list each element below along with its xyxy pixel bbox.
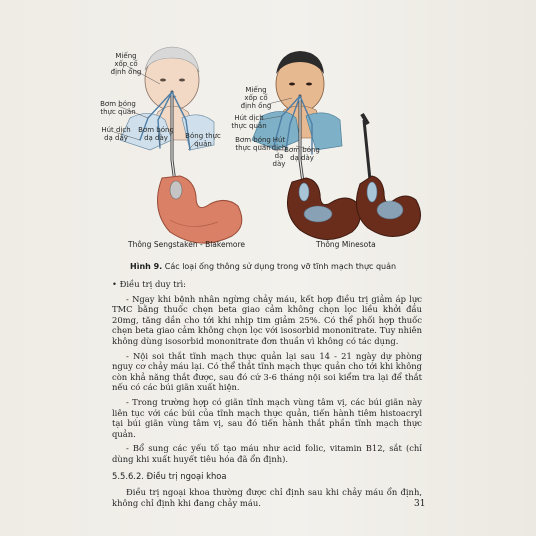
- label-mieng-xop-left: Miếng xốp cố định ống: [110, 52, 142, 76]
- label-hut-dich-da-day-right: Hút dịch dạ dày: [271, 136, 287, 168]
- paragraph-5: Điều trị ngoại khoa thường được chỉ định sau khi chảy máu ổn định, không chỉ định khi đang chảy máu.: [112, 487, 422, 508]
- paragraph-1: - Ngay khi bệnh nhân ngừng chảy máu, kết hợp điều trị giảm áp lực TMC bằng thuốc chẹn beta giao cảm không chọn lọc liều khởi đầu 20mg, tăng dần cho tới khi nhịp tim giảm 25%. Có thể phối hợp thuốc chẹn beta giao cảm không chọn lọc với isosorbid mononitrate. Tuy nhiên không dùng isosorbid mononitrate đơn thuần vì không có tác dụng.: [112, 293, 422, 346]
- section-heading: 5.5.6.2. Điều trị ngoại khoa: [112, 470, 227, 481]
- body-text: [112, 279, 422, 512]
- label-bong-thuc-quan-left: Bóng thực quản: [185, 132, 221, 148]
- paragraph-2: - Nội soi thắt tĩnh mạch thực quản lại sau 14 - 21 ngày dự phòng nguy cơ chảy máu lại. Có thể thắt tĩnh mạch thực quản cho tới khi không còn khả năng thắt được, sau đó cứ 3-6 tháng nội soi kiểm tra lại để thắt nếu có các búi giãn xuất hiện.: [112, 350, 422, 393]
- left-stomach: [158, 176, 242, 243]
- label-bom-bong-thuc-quan-right: Bơm bóng thực quản: [235, 136, 271, 152]
- label-hut-dich-da-day-left: Hút dịch dạ dày: [101, 126, 131, 142]
- right-stomach-1: [288, 178, 361, 240]
- label-bom-bong-da-day-left: Bơm bóng dạ dày: [138, 126, 174, 142]
- feeding-tube-illustration: [0, 0, 536, 265]
- label-mieng-xop-right: Miếng xốp cố định ống: [240, 86, 272, 110]
- figure-title-text: Các loại ống thông sử dụng trong vỡ tĩnh mạch thực quản: [162, 262, 397, 271]
- figure-title: [130, 262, 396, 271]
- figure-number: Hình 9.: [130, 262, 163, 271]
- right-stomach-2: [356, 114, 420, 237]
- label-hut-dich-thuc-quan-right: Hút dịch thực quản: [231, 114, 267, 130]
- paragraph-3: - Trong trường hợp có giãn tĩnh mạch vùng tâm vị, các búi giãn này liên tục với các búi của tĩnh mạch thực quản, tiến hành tiêm histoacryl tại búi giãn vùng tâm vị, sau đó tiến hành thắt phần tĩnh mạch thực quản.: [112, 396, 422, 439]
- figure-illustration: [0, 0, 536, 265]
- bullet-maintenance: • Điều trị duy trì:: [112, 279, 186, 289]
- paragraph-4: - Bổ sung các yếu tố tạo máu như acid folic, vitamin B12, sắt (chỉ dùng khi xuất huyết tiêu hóa đã ổn định).: [112, 443, 422, 464]
- label-bom-bong-thuc-quan-left: Bơm bóng thực quản: [100, 100, 136, 116]
- caption-sengstaken: Thông Sengstaken - Blakemore: [128, 240, 246, 249]
- label-bom-bong-da-day-right: Bơm bóng dạ dày: [284, 146, 320, 162]
- page-number: 31: [414, 499, 426, 509]
- caption-minesota: Thông Minesota: [316, 240, 376, 249]
